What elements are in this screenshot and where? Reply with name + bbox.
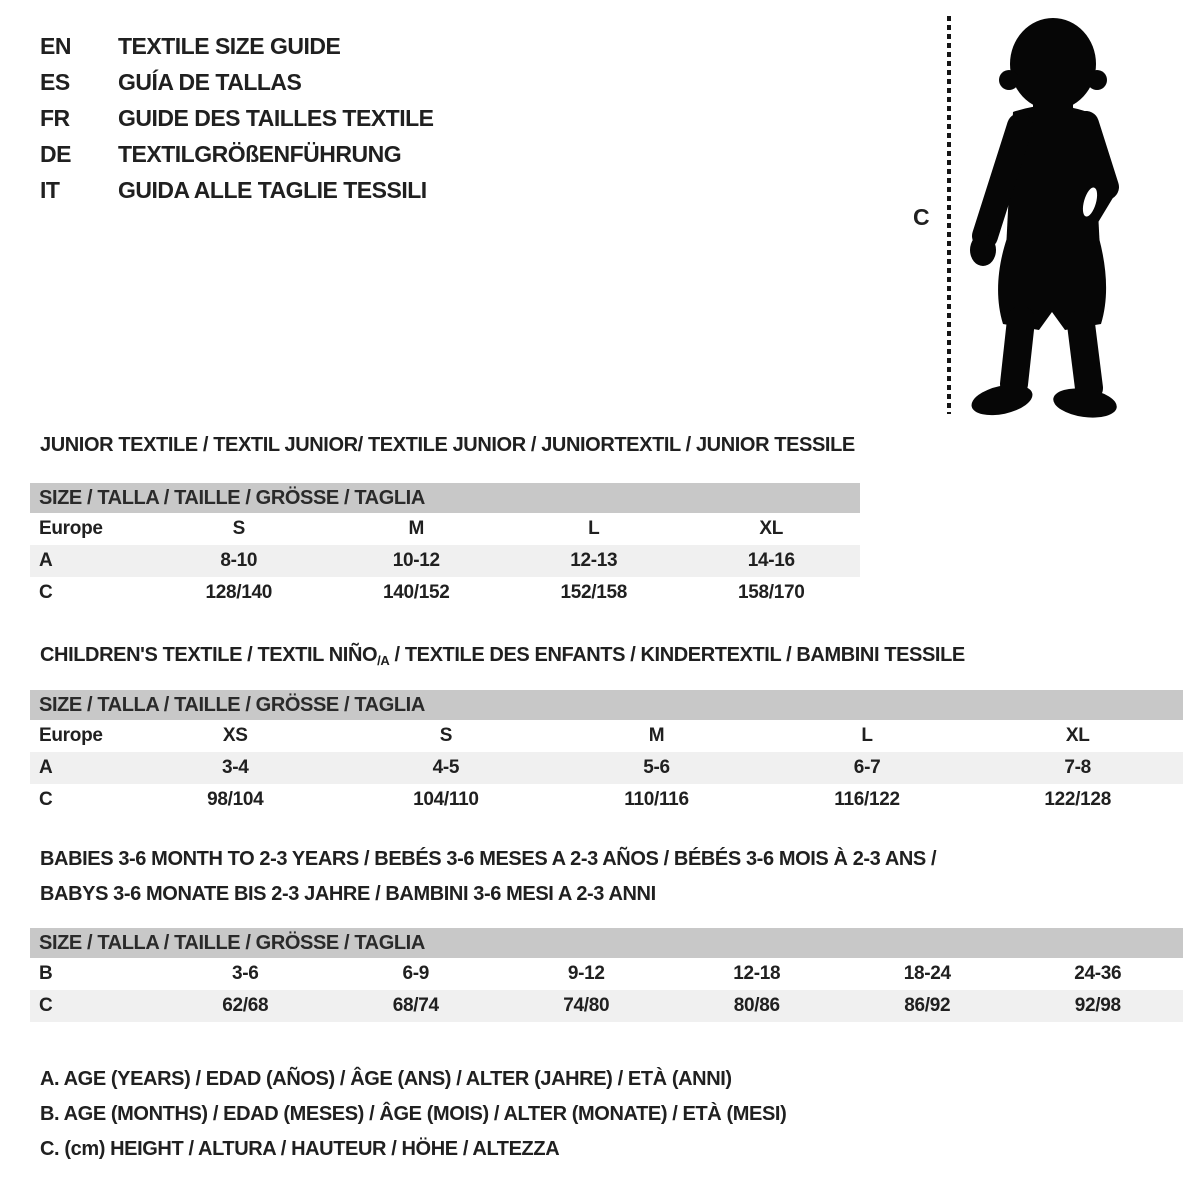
language-code: DE xyxy=(40,141,71,167)
height-cell: 62/68 xyxy=(222,995,269,1016)
babies-section-title-line1: BABIES 3-6 MONTH TO 2-3 YEARS / BEBÉS 3-6 MESES A 2-3 AÑOS / BÉBÉS 3-6 MOIS À 2-3 ANS / xyxy=(40,848,937,870)
language-row-it xyxy=(40,177,427,213)
height-cell: 98/104 xyxy=(207,789,264,810)
size-cell: XS xyxy=(222,725,248,746)
language-title: TEXTILE SIZE GUIDE xyxy=(118,33,341,59)
size-cell: S xyxy=(439,725,453,746)
children-title-sub: /A xyxy=(377,653,390,668)
children-height-row xyxy=(30,784,1183,816)
junior-age-row xyxy=(30,545,860,577)
babies-size-header-bar: SIZE / TALLA / TAILLE / GRÖSSE / TAGLIA xyxy=(30,928,1183,958)
row-label: C xyxy=(39,582,53,603)
height-cell: 152/158 xyxy=(560,582,628,603)
height-cell: 110/116 xyxy=(624,789,689,810)
months-cell: 24-36 xyxy=(1074,963,1122,984)
height-cell: 158/170 xyxy=(737,582,805,603)
age-cell: 3-4 xyxy=(222,757,249,778)
children-title-rest: / TEXTILE DES ENFANTS / KINDERTEXTIL / BAMBINI TESSILE xyxy=(389,644,965,666)
height-cell: 128/140 xyxy=(205,582,273,603)
row-label: C xyxy=(39,995,53,1016)
age-cell: 6-7 xyxy=(853,757,881,778)
months-cell: 6-9 xyxy=(402,963,430,984)
language-title: GUIDE DES TAILLES TEXTILE xyxy=(118,105,434,131)
language-title: TEXTILGRÖßENFÜHRUNG xyxy=(118,141,402,167)
language-title: GUÍA DE TALLAS xyxy=(118,69,302,95)
babies-months-row xyxy=(30,958,1183,990)
language-code: FR xyxy=(40,105,70,131)
age-cell: 5-6 xyxy=(643,757,670,778)
size-cell: S xyxy=(232,518,245,539)
toddler-silhouette-image xyxy=(953,12,1143,420)
height-cell: 80/86 xyxy=(733,995,780,1016)
size-cell: XL xyxy=(1065,725,1090,746)
size-cell: M xyxy=(648,725,665,746)
babies-section-title-line2: BABYS 3-6 MONATE BIS 2-3 JAHRE / BAMBINI 3-6 MESI A 2-3 ANNI xyxy=(40,883,656,905)
months-cell: 18-24 xyxy=(903,963,951,984)
height-cell: 86/92 xyxy=(904,995,951,1016)
age-cell: 10-12 xyxy=(392,550,440,571)
language-row-es xyxy=(40,69,301,105)
children-title-main: CHILDREN'S TEXTILE / TEXTIL NIÑO xyxy=(40,644,378,666)
row-label: Europe xyxy=(39,725,103,746)
legend-height-cm: C. (cm) HEIGHT / ALTURA / HAUTEUR / HÖHE / ALTEZZA xyxy=(40,1138,560,1160)
height-dashed-line xyxy=(947,16,951,414)
children-europe-row xyxy=(30,720,1183,752)
months-cell: 3-6 xyxy=(231,963,259,984)
row-label: C xyxy=(39,789,53,810)
junior-europe-row xyxy=(30,513,860,545)
height-cell: 92/98 xyxy=(1074,995,1121,1016)
junior-size-header-bar: SIZE / TALLA / TAILLE / GRÖSSE / TAGLIA xyxy=(30,483,860,513)
height-cell: 104/110 xyxy=(413,789,479,810)
age-cell: 4-5 xyxy=(432,757,460,778)
children-size-header-bar: SIZE / TALLA / TAILLE / GRÖSSE / TAGLIA xyxy=(30,690,1183,720)
age-cell: 14-16 xyxy=(747,550,795,571)
height-cell: 68/74 xyxy=(392,995,439,1016)
height-cell: 74/80 xyxy=(563,995,610,1016)
language-code: IT xyxy=(40,177,60,203)
children-section-title xyxy=(40,644,965,667)
junior-height-row xyxy=(30,577,860,609)
size-cell: L xyxy=(588,518,600,539)
size-cell: L xyxy=(861,725,873,746)
months-cell: 12-18 xyxy=(733,963,781,984)
age-cell: 12-13 xyxy=(570,550,618,571)
language-row-de xyxy=(40,141,401,177)
language-title: GUIDA ALLE TAGLIE TESSILI xyxy=(118,177,427,203)
row-label: A xyxy=(39,550,53,571)
row-label: B xyxy=(39,963,53,984)
size-cell: XL xyxy=(759,518,784,539)
height-cell: 140/152 xyxy=(382,582,450,603)
language-code: EN xyxy=(40,33,71,59)
language-code: ES xyxy=(40,69,70,95)
language-row-fr xyxy=(40,105,434,141)
language-row-en xyxy=(40,33,340,69)
legend-age-months: B. AGE (MONTHS) / EDAD (MESES) / ÂGE (MOIS) / ALTER (MONATE) / ETÀ (MESI) xyxy=(40,1103,787,1125)
age-cell: 8-10 xyxy=(220,550,258,571)
babies-height-row xyxy=(30,990,1183,1022)
children-age-row xyxy=(30,752,1183,784)
row-label: A xyxy=(39,757,53,778)
age-cell: 7-8 xyxy=(1064,757,1091,778)
row-label: Europe xyxy=(39,518,103,539)
size-cell: M xyxy=(408,518,425,539)
junior-section-title: JUNIOR TEXTILE / TEXTIL JUNIOR/ TEXTILE JUNIOR / JUNIORTEXTIL / JUNIOR TESSILE xyxy=(40,434,855,456)
height-cell: 122/128 xyxy=(1044,789,1111,810)
height-measure-label: C xyxy=(913,204,930,230)
height-cell: 116/122 xyxy=(834,789,900,810)
legend-age-years: A. AGE (YEARS) / EDAD (AÑOS) / ÂGE (ANS) / ALTER (JAHRE) / ETÀ (ANNI) xyxy=(40,1068,732,1090)
months-cell: 9-12 xyxy=(567,963,605,984)
